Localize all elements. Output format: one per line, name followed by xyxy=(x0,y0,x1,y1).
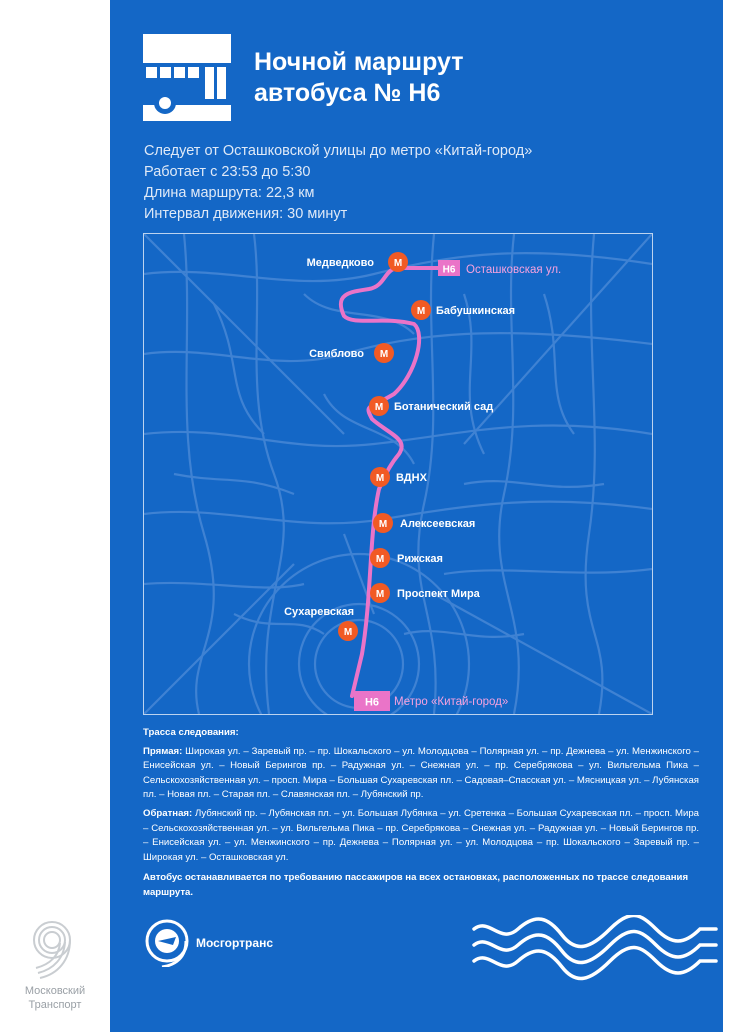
info-length: Длина маршрута: 22,3 км xyxy=(144,185,315,201)
waves-decoration-icon xyxy=(470,915,720,981)
station-label: Свиблово xyxy=(309,348,364,360)
route-description xyxy=(143,726,699,901)
start-stop-label: Осташковская ул. xyxy=(466,264,562,276)
start-badge-label: Н6 xyxy=(442,264,456,276)
bus-icon xyxy=(143,34,231,121)
poster-panel xyxy=(110,0,723,1032)
metro-icon: М xyxy=(375,554,385,565)
moscow-transport-caption xyxy=(0,984,110,1012)
info-hours: Работает с 23:53 до 5:30 xyxy=(144,164,311,180)
mt-line2: Транспорт xyxy=(28,999,82,1011)
metro-icon: М xyxy=(375,589,385,600)
stop-note: Автобус останавливается по требованию пассажиров на всех остановках, расположенных по трассе следования маршрута. xyxy=(143,872,689,898)
metro-icon: М xyxy=(416,306,426,317)
metro-icon: М xyxy=(379,349,389,360)
title-line1: Ночной маршрут xyxy=(254,48,464,76)
route-backward xyxy=(143,807,699,865)
right-margin xyxy=(723,0,730,1032)
metro-icon: М xyxy=(343,627,353,638)
metro-icon: М xyxy=(393,258,403,269)
backward-text: Лубянский пр. – Лубянская пл. – ул. Большая Лубянка – ул. Сретенка – Большая Сухаревская пл. – просп. Мира – Сельскохозяйственная ул. – ул. Вильгельма Пика – пр. Серебрякова – Снежная ул. – Радужная ул. – Новый Берингов пр. – Енисейская ул. – ул. Менжинского – пр. Дежнева – Полярная ул. – ул. Молодцова – пр. Шокальского – Заревый пр. – Широкая ул. – Осташковская ул. xyxy=(143,807,699,863)
station-label: Проспект Мира xyxy=(397,588,480,600)
metro-station xyxy=(370,467,428,487)
metro-station xyxy=(370,583,481,603)
route-end-marker xyxy=(354,691,508,711)
route-map-svg xyxy=(144,234,652,714)
route-start-marker xyxy=(438,260,561,276)
metro-icon: М xyxy=(375,473,385,484)
station-label: Ботанический сад xyxy=(394,401,494,413)
metro-station xyxy=(411,300,515,320)
info-interval: Интервал движения: 30 минут xyxy=(144,206,348,222)
metro-icon: М xyxy=(374,402,384,413)
route-summary xyxy=(144,141,532,225)
end-badge-label: Н6 xyxy=(364,696,380,709)
route-heading: Трасса следования: xyxy=(143,727,239,738)
forward-label: Прямая: xyxy=(143,745,183,757)
metro-station xyxy=(307,252,408,272)
station-label: Бабушкинская xyxy=(436,305,516,317)
backward-label: Обратная: xyxy=(143,807,193,819)
route-map xyxy=(143,233,653,715)
station-label: Рижская xyxy=(397,553,443,565)
moscow-transport-logo-icon xyxy=(22,918,78,980)
route-forward xyxy=(143,745,699,803)
end-stop-label: Метро «Китай-город» xyxy=(394,696,509,708)
forward-text: Широкая ул. – Заревый пр. – пр. Шокальского – ул. Молодцова – Полярная ул. – пр. Дежнева – ул. Менжинского – Енисейская ул. – Новый Берингов пр. – Радужная ул. – Снежная ул. – пр. Серебрякова – ул. Вильгельма Пика – Сельскохозяйственная ул. – просп. Мира – Большая Сухаревская пл. – Садовая–Спасская ул. – Мясницкая ул. – Лубянская пл. – Новая пл. – Старая пл. – Славянская пл. – Лубянский пр. xyxy=(143,745,699,801)
metro-icon: М xyxy=(378,519,388,530)
metro-station xyxy=(373,513,475,533)
station-label: Алексеевская xyxy=(400,518,476,530)
mosgortrans-name: Мосгортранс xyxy=(196,936,273,950)
metro-station xyxy=(309,343,394,363)
station-label: ВДНХ xyxy=(396,472,427,484)
mt-line1: Московский xyxy=(24,985,86,997)
title-line2: автобуса № Н6 xyxy=(254,79,441,107)
left-sidebar xyxy=(0,0,110,1032)
station-label: Сухаревская xyxy=(284,606,354,618)
page-title xyxy=(254,47,463,109)
station-label: Медведково xyxy=(306,257,374,269)
bus-icon-box xyxy=(143,34,231,121)
info-from-to: Следует от Осташковской улицы до метро «Китай-город» xyxy=(144,143,533,159)
